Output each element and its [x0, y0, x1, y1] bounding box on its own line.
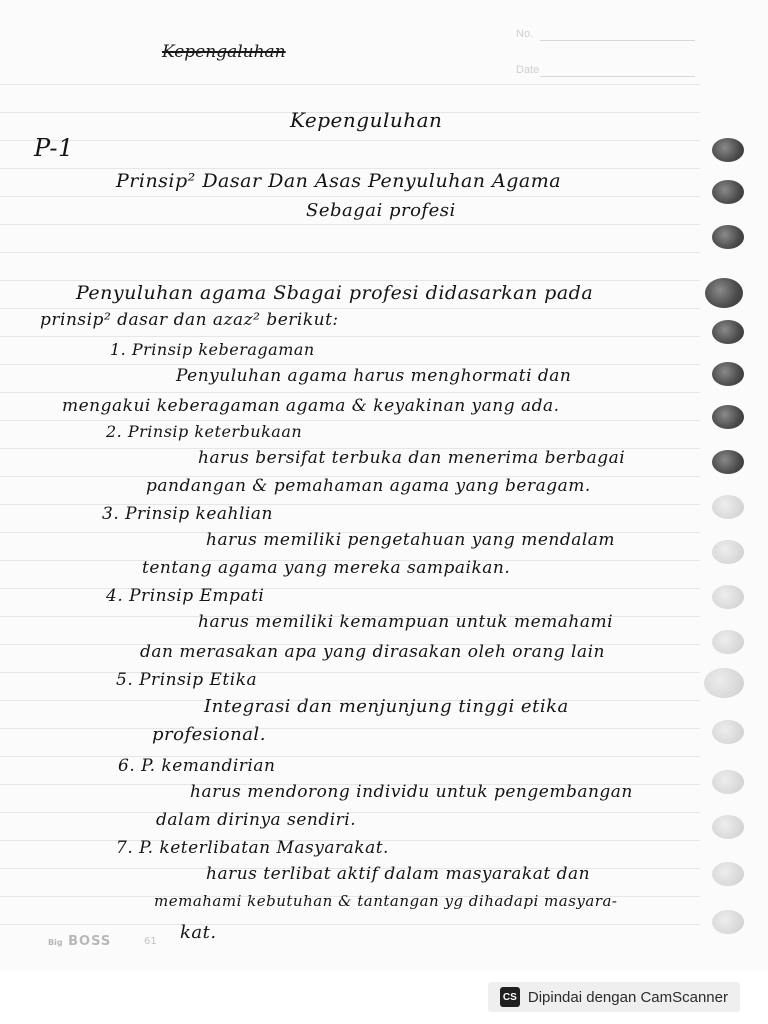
- scribbled-heading: Kepengaluhan: [162, 42, 286, 62]
- binding-hole: [712, 320, 744, 344]
- ruled-line: [0, 308, 700, 309]
- ruled-line: [0, 364, 700, 365]
- ruled-line: [0, 196, 700, 197]
- ruled-line: [0, 168, 700, 169]
- binding-hole: [712, 862, 744, 886]
- ruled-line: [0, 924, 700, 925]
- ruled-line: [0, 224, 700, 225]
- no-label: No.: [516, 28, 534, 40]
- ruled-line: [0, 672, 700, 673]
- ruled-line: [0, 336, 700, 337]
- section-label: P-1: [34, 134, 74, 162]
- binding-hole: [712, 495, 744, 519]
- binding-hole: [712, 450, 744, 474]
- intro-line-1: Penyuluhan agama Sbagai profesi didasarkan pada: [76, 282, 594, 304]
- item-2-title: 2. Prinsip keterbukaan: [106, 422, 303, 441]
- binding-hole: [712, 770, 744, 794]
- item-7-line-2: memahami kebutuhan & tantangan yg dihadapi masyara-: [154, 892, 618, 910]
- item-6-title: 6. P. kemandirian: [118, 756, 276, 776]
- binding-hole: [712, 720, 744, 744]
- camscanner-logo-icon: CS: [500, 987, 520, 1007]
- item-7-line-1: harus terlibat aktif dalam masyarakat dan: [206, 864, 591, 884]
- binding-hole: [712, 362, 744, 386]
- item-3-line-1: harus memiliki pengetahuan yang mendalam: [206, 530, 616, 550]
- item-4-title: 4. Prinsip Empati: [106, 586, 265, 606]
- notebook-brand-logo: [48, 934, 111, 949]
- ruled-line: [0, 420, 700, 421]
- ruled-line: [0, 140, 700, 141]
- brand-name: BOSS: [68, 934, 112, 949]
- item-5-title: 5. Prinsip Etika: [116, 670, 258, 690]
- no-line: [540, 40, 695, 41]
- binding-hole: [712, 540, 744, 564]
- intro-line-2: prinsip² dasar dan azaz² berikut:: [40, 310, 339, 330]
- item-1-title: 1. Prinsip keberagaman: [110, 340, 315, 359]
- item-5-line-2: profesional.: [152, 724, 266, 745]
- ruled-line: [0, 756, 700, 757]
- item-1-line-2: mengakui keberagaman agama & keyakinan yang ada.: [62, 396, 560, 416]
- binding-hole: [712, 405, 744, 429]
- heading-line-1: Prinsip² Dasar Dan Asas Penyuluhan Agama: [116, 170, 562, 192]
- date-line: [540, 76, 695, 77]
- binding-hole: [704, 668, 744, 698]
- binding-hole: [712, 815, 744, 839]
- date-label: Date: [516, 64, 540, 76]
- item-6-line-2: dalam dirinya sendiri.: [156, 810, 357, 830]
- binding-hole: [712, 180, 744, 204]
- item-6-line-1: harus mendorong individu untuk pengembangan: [190, 782, 633, 802]
- brand-prefix: Big: [48, 938, 63, 947]
- item-2-line-2: pandangan & pemahaman agama yang beragam.: [146, 476, 591, 496]
- page-number: 61: [144, 936, 157, 947]
- ruled-line: [0, 280, 700, 281]
- binding-hole: [712, 585, 744, 609]
- ruled-line: [0, 392, 700, 393]
- item-5-line-1: Integrasi dan menjunjung tinggi etika: [204, 696, 569, 717]
- item-4-line-1: harus memiliki kemampuan untuk memahami: [198, 612, 614, 632]
- item-7-title: 7. P. keterlibatan Masyarakat.: [116, 838, 389, 858]
- item-1-line-1: Penyuluhan agama harus menghormati dan: [176, 366, 572, 386]
- ruled-line: [0, 252, 700, 253]
- topic-title: Kepenguluhan: [290, 108, 443, 132]
- heading-line-2: Sebagai profesi: [306, 200, 456, 221]
- item-4-line-2: dan merasakan apa yang dirasakan oleh orang lain: [140, 642, 605, 662]
- binding-hole: [712, 910, 744, 934]
- item-2-line-1: harus bersifat terbuka dan menerima berbagai: [198, 448, 626, 468]
- item-3-title: 3. Prinsip keahlian: [102, 504, 273, 524]
- ruled-line: [0, 588, 700, 589]
- binding-hole: [712, 138, 744, 162]
- ruled-line: [0, 728, 700, 729]
- binding-hole: [705, 278, 743, 308]
- camscanner-badge: [488, 982, 740, 1012]
- binding-hole: [712, 225, 744, 249]
- ruled-line: [0, 84, 700, 85]
- item-7-line-3: kat.: [180, 922, 217, 943]
- camscanner-text: Dipindai dengan CamScanner: [527, 988, 728, 1006]
- binding-hole: [712, 630, 744, 654]
- item-3-line-2: tentang agama yang mereka sampaikan.: [142, 558, 511, 578]
